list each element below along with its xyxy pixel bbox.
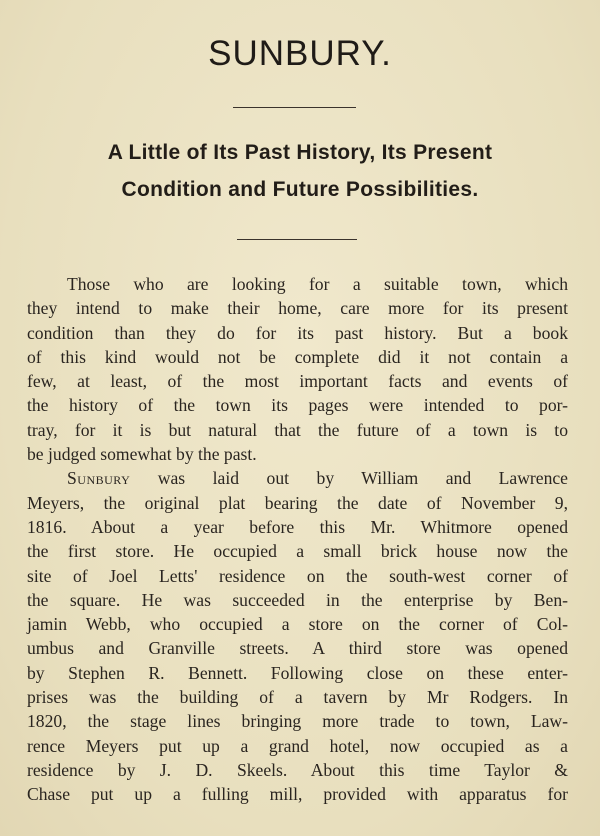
text-line: rence Meyers put up a grand hotel, now occupied as a: [27, 735, 568, 756]
text-line: the history of the town its pages were intended to por-: [27, 395, 568, 416]
paragraph-1: [27, 272, 568, 466]
text-line: residence by J. D. Skeels. About this time Taylor &: [27, 759, 568, 780]
subtitle-line-2: Condition and Future Possibilities.: [121, 178, 479, 201]
text-line: site of Joel Letts' residence on the south-west corner of: [27, 565, 568, 586]
text-line: 1820, the stage lines bringing more trade to town, Law-: [27, 711, 568, 732]
text-line: the first store. He occupied a small brick house now the: [27, 541, 568, 562]
subtitle-line-1: A Little of Its Past History, Its Present: [107, 141, 493, 164]
subtitle-divider: [237, 239, 357, 240]
text-line: the square. He was succeeded in the enterprise by Ben-: [27, 589, 568, 610]
text-line: [27, 466, 568, 490]
page-title: SUNBURY.: [208, 34, 392, 73]
text-line: Meyers, the original plat bearing the date of November 9,: [27, 492, 568, 513]
article-body: [27, 272, 568, 807]
lead-line-rest: was laid out by William and Lawrence: [157, 468, 568, 489]
title-divider: [233, 107, 356, 108]
paragraph-2: [27, 466, 568, 806]
text-line: prises was the building of a tavern by Mr Rodgers. In: [27, 687, 568, 708]
text-line: condition than they do for its past history. But a book: [27, 322, 568, 343]
text-line: they intend to make their home, care more for its present: [27, 298, 568, 319]
text-line: Those who are looking for a suitable town, which: [67, 274, 568, 294]
text-line: be judged somewhat by the past.: [27, 444, 257, 465]
text-line: few, at least, of the most important facts and events of: [27, 371, 568, 392]
text-line: of this kind would not be complete did it not contain a: [27, 346, 568, 367]
text-line: by Stephen R. Bennett. Following close on these enter-: [27, 662, 568, 683]
lead-word: Sunbury: [67, 468, 131, 489]
text-line: tray, for it is but natural that the future of a town is to: [27, 419, 568, 440]
text-line: jamin Webb, who occupied a store on the corner of Col-: [27, 614, 568, 635]
text-line: 1816. About a year before this Mr. Whitmore opened: [27, 516, 568, 537]
text-line: umbus and Granville streets. A third store was opened: [27, 638, 568, 659]
text-line: Chase put up a fulling mill, provided with apparatus for: [27, 784, 568, 805]
